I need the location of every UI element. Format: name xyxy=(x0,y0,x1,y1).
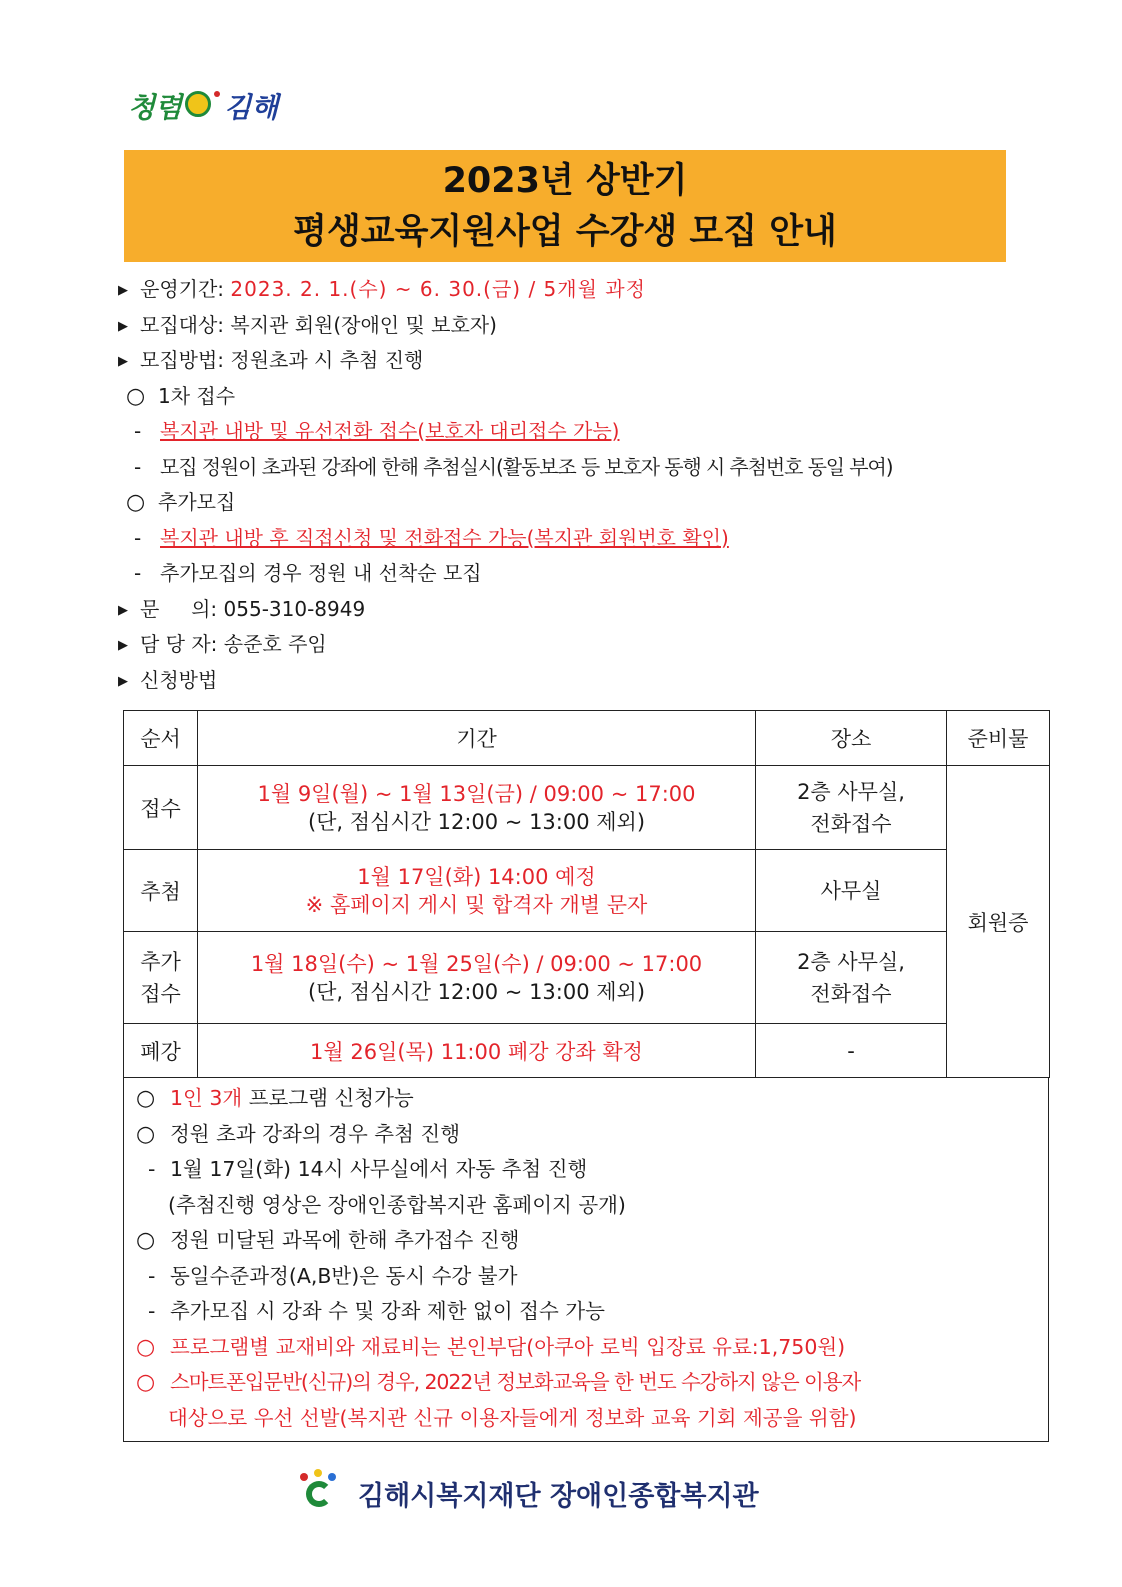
triangle-bullet-icon: ▶ xyxy=(118,354,128,369)
apply-row xyxy=(118,663,1078,699)
note-highlight: 1인 3개 xyxy=(170,1086,243,1110)
place-line1: 2층 사무실, xyxy=(797,779,905,804)
extra-round-item2 xyxy=(118,556,1078,592)
logo-text-left: 청렴 xyxy=(128,91,183,124)
footer-org-name: 김해시복지재단 장애인종합복지관 xyxy=(358,1480,759,1512)
note-text: 프로그램 신청가능 xyxy=(242,1086,414,1110)
inquiry-row xyxy=(118,592,1078,628)
note-item-red xyxy=(124,1401,1048,1437)
note-item-red xyxy=(124,1365,1048,1401)
triangle-bullet-icon: ▶ xyxy=(118,673,128,689)
dash-bullet: - xyxy=(134,525,142,550)
dash-bullet: - xyxy=(134,561,142,585)
logo-cheongryeom-gimhae xyxy=(128,86,278,126)
method-text: 모집방법: 정원초과 시 추첨 진행 xyxy=(140,348,424,372)
note-text: 프로그램별 교재비와 재료비는 본인부담(아쿠아 로빅 입장료 유료:1,750원) xyxy=(170,1334,846,1359)
note-item xyxy=(124,1223,1048,1259)
circle-bullet-icon: ○ xyxy=(126,490,146,515)
header-place: 장소 xyxy=(756,711,947,766)
note-subitem xyxy=(124,1294,1048,1330)
step-line2: 접수 xyxy=(140,981,181,1006)
manager-row xyxy=(118,627,1078,663)
note-subitem xyxy=(124,1152,1048,1188)
circle-bullet-icon: ○ xyxy=(136,1121,156,1147)
step-cell: 접수 xyxy=(124,766,198,850)
header-materials: 준비물 xyxy=(947,711,1050,766)
period-line2: ※ 홈페이지 게시 및 합격자 개별 문자 xyxy=(305,892,648,917)
extra-round-title xyxy=(118,485,1078,521)
period-line1: 1월 9일(월) ~ 1월 13일(금) / 09:00 ~ 17:00 xyxy=(257,781,696,806)
target-text: 모집대상: 복지관 회원(장애인 및 보호자) xyxy=(140,312,497,337)
dash-bullet: - xyxy=(148,1263,156,1288)
first-round-title xyxy=(118,379,1078,415)
place-line2: 전화접수 xyxy=(810,981,892,1006)
period-line1: 1월 18일(수) ~ 1월 25일(수) / 09:00 ~ 17:00 xyxy=(250,951,703,976)
note-text: 정원 초과 강좌의 경우 추첨 진행 xyxy=(170,1121,461,1146)
first-round-item2 xyxy=(118,450,1078,486)
place-line2: 전화접수 xyxy=(810,811,892,836)
period-cell xyxy=(198,850,756,932)
period-cell: 1월 26일(목) 11:00 폐강 강좌 확정 xyxy=(198,1024,756,1078)
dash-bullet: - xyxy=(148,1299,156,1323)
table-header-row xyxy=(124,711,1050,766)
table-row xyxy=(124,932,1050,1024)
title-line2: 평생교육지원사업 수강생 모집 안내 xyxy=(293,212,837,252)
schedule-table xyxy=(123,710,1050,1078)
note-item xyxy=(124,1081,1048,1117)
notes-box xyxy=(123,1077,1049,1442)
dash-bullet: - xyxy=(134,419,142,443)
title-line1: 2023년 상반기 xyxy=(442,161,688,201)
note-text: 동일수준과정(A,B반)은 동시 수강 불가 xyxy=(170,1263,518,1288)
place-cell xyxy=(756,850,947,932)
table-row xyxy=(124,850,1050,932)
note-text: 추가모집 시 강좌 수 및 강좌 제한 없이 접수 가능 xyxy=(170,1299,605,1323)
place-line1: 사무실 xyxy=(820,878,882,903)
first-round-item1 xyxy=(118,414,1078,450)
period-line2: (단, 점심시간 12:00 ~ 13:00 제외) xyxy=(307,979,646,1004)
extra-round-item2-text: 추가모집의 경우 정원 내 선착순 모집 xyxy=(160,561,482,585)
step-line1: 추가 xyxy=(140,949,181,974)
first-round-label: 1차 접수 xyxy=(158,383,236,408)
circle-bullet-icon: ○ xyxy=(126,383,146,409)
note-text: 대상으로 우선 선발(복지관 신규 이용자들에게 정보화 교육 기회 제공을 위함) xyxy=(168,1405,857,1430)
triangle-bullet-icon: ▶ xyxy=(118,283,128,298)
dash-bullet: - xyxy=(148,1157,156,1181)
note-text: (추첨진행 영상은 장애인종합복지관 홈페이지 공개) xyxy=(168,1192,626,1217)
period-line1: 1월 17일(화) 14:00 예정 xyxy=(357,864,596,889)
note-subitem xyxy=(124,1259,1048,1295)
note-item-red xyxy=(124,1330,1048,1366)
step-cell: 폐강 xyxy=(124,1024,198,1078)
period-label: 운영기간: xyxy=(140,277,231,301)
period-cell xyxy=(198,766,756,850)
note-text: 1월 17일(화) 14시 사무실에서 자동 추첨 진행 xyxy=(170,1157,588,1181)
table-row xyxy=(124,1024,1050,1078)
foundation-logo-icon xyxy=(300,1473,344,1513)
triangle-bullet-icon: ▶ xyxy=(118,318,128,334)
place-cell xyxy=(756,932,947,1024)
first-round-item1-text: 복지관 내방 및 유선전화 접수(보호자 대리접수 가능) xyxy=(160,419,620,443)
footer-org xyxy=(300,1473,759,1513)
circle-bullet-icon: ○ xyxy=(136,1370,155,1395)
extra-round-item1 xyxy=(118,521,1078,557)
period-row xyxy=(118,272,1078,308)
target-row xyxy=(118,308,1078,344)
dash-bullet: - xyxy=(134,454,141,479)
inquiry-text: 문 의: 055-310-8949 xyxy=(140,596,366,621)
first-round-item2-text: 모집 정원이 초과된 강좌에 한해 추첨실시(활동보조 등 보호자 동행 시 추첨번호 동일 부여) xyxy=(160,454,893,479)
info-section xyxy=(118,272,1078,698)
note-item xyxy=(124,1117,1048,1153)
header-period: 기간 xyxy=(198,711,756,766)
circle-bullet-icon: ○ xyxy=(136,1334,156,1360)
circle-bullet-icon: ○ xyxy=(136,1086,156,1111)
logo-badge-icon xyxy=(185,91,211,117)
place-cell xyxy=(756,766,947,850)
note-text: 정원 미달된 과목에 한해 추가접수 진행 xyxy=(170,1228,520,1252)
header-step: 순서 xyxy=(124,711,198,766)
note-subitem xyxy=(124,1188,1048,1224)
triangle-bullet-icon: ▶ xyxy=(118,602,128,618)
extra-round-item1-text: 복지관 내방 후 직접신청 및 전화접수 가능(복지관 회원번호 확인) xyxy=(160,525,729,550)
materials-cell: 회원증 xyxy=(947,766,1050,1078)
circle-bullet-icon: ○ xyxy=(136,1228,156,1253)
table-row xyxy=(124,766,1050,850)
extra-round-label: 추가모집 xyxy=(158,490,236,514)
apply-text: 신청방법 xyxy=(140,667,218,692)
step-cell xyxy=(124,932,198,1024)
method-row xyxy=(118,343,1078,379)
logo-text-right: 김해 xyxy=(224,91,279,124)
place-cell: - xyxy=(756,1024,947,1078)
title-banner xyxy=(124,150,1006,262)
note-text: 스마트폰입문반(신규)의 경우, 2022년 정보화교육을 한 번도 수강하지 않은 이용자 xyxy=(170,1370,861,1394)
logo-dot-icon xyxy=(214,91,220,97)
period-value: 2023. 2. 1.(수) ~ 6. 30.(금) / 5개월 과정 xyxy=(230,277,646,301)
period-cell xyxy=(198,932,756,1024)
manager-text: 담 당 자: 송준호 주임 xyxy=(140,632,327,656)
step-cell: 추첨 xyxy=(124,850,198,932)
triangle-bullet-icon: ▶ xyxy=(118,638,128,653)
period-line2: (단, 점심시간 12:00 ~ 13:00 제외) xyxy=(307,809,646,834)
place-line1: 2층 사무실, xyxy=(797,949,905,974)
